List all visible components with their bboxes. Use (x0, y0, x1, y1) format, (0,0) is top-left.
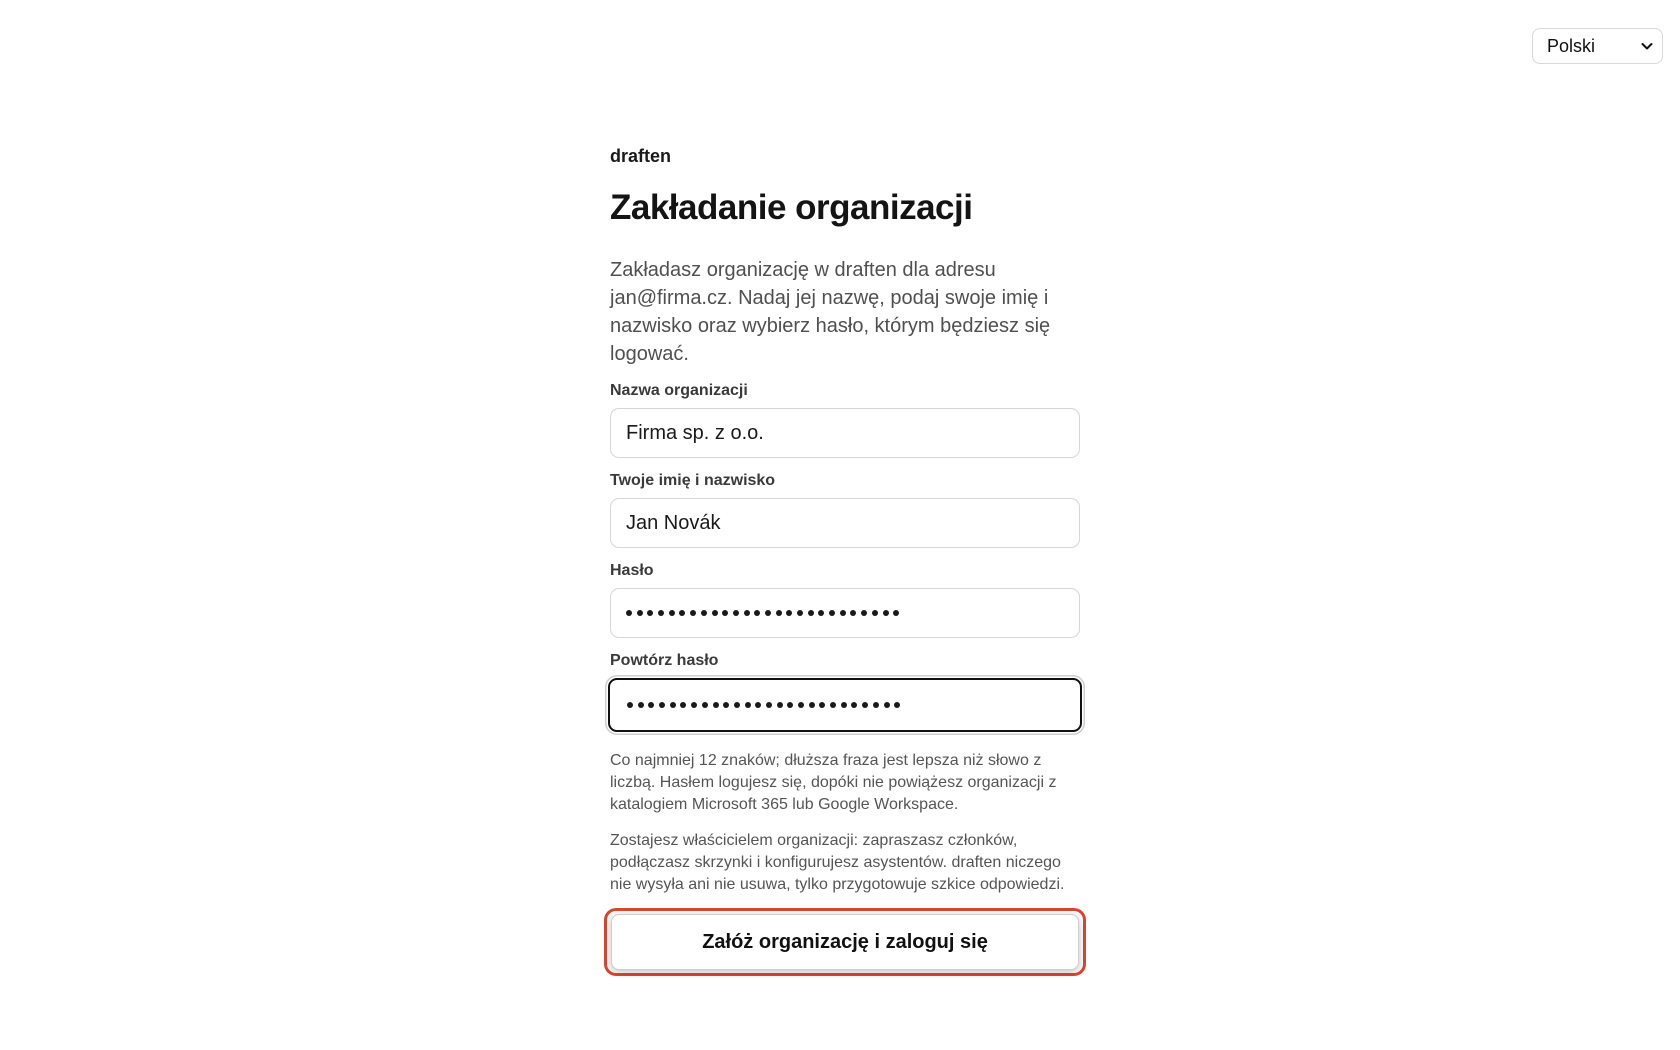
password-dot (851, 702, 857, 708)
password-dot (659, 702, 665, 708)
password-dot (733, 610, 739, 616)
password-dot (894, 702, 900, 708)
org-name-value: Firma sp. z o.o. (626, 421, 764, 444)
chevron-down-icon (1640, 39, 1654, 53)
password-dot (690, 610, 696, 616)
brand-name: draften (610, 146, 672, 166)
password-dot (647, 610, 653, 616)
password-dot (744, 610, 750, 616)
password-dot (777, 702, 783, 708)
owner-note: Zostajesz właścicielem organizacji: zapraszasz członków, podłączasz skrzynki i konfigurujesz asystentów. draften niczego nie wysyła ani nie usuwa, tylko przygotowuje szkice odpowiedzi. (610, 832, 1065, 893)
password-dot (713, 702, 719, 708)
password-dot (755, 702, 761, 708)
password-dot (797, 610, 803, 616)
password-dot (680, 702, 686, 708)
password-dot (712, 610, 718, 616)
password-dot (830, 702, 836, 708)
submit-highlight (604, 908, 1086, 976)
intro-text: Zakładasz organizację w draften dla adresu jan@firma.cz. Nadaj jej nazwę, podaj swoje imię i nazwisko oraz wybierz hasło, którym będziesz się logować. (610, 259, 1051, 365)
password-dot (637, 610, 643, 616)
password-dot (893, 610, 899, 616)
password-repeat-label: Powtórz hasło (610, 652, 719, 669)
password-dot (765, 610, 771, 616)
password-masked-value (626, 610, 899, 616)
password-dot (808, 610, 814, 616)
password-dot (819, 702, 825, 708)
password-dot (787, 702, 793, 708)
password-dot (648, 702, 654, 708)
password-dot (679, 610, 685, 616)
password-dot (691, 702, 697, 708)
password-dot (776, 610, 782, 616)
org-name-label: Nazwa organizacji (610, 382, 748, 399)
password-dot (861, 610, 867, 616)
password-dot (872, 610, 878, 616)
org-name-input[interactable] (610, 408, 1080, 458)
signup-card (610, 144, 1080, 976)
password-dot (766, 702, 772, 708)
password-dot (850, 610, 856, 616)
password-dot (626, 610, 632, 616)
password-dot (873, 702, 879, 708)
password-dot (627, 702, 633, 708)
password-dot (798, 702, 804, 708)
password-dot (745, 702, 751, 708)
password-dot (734, 702, 740, 708)
create-organization-button[interactable]: Załóż organizację i zaloguj się (611, 914, 1079, 970)
password-dot (818, 610, 824, 616)
full-name-label: Twoje imię i nazwisko (610, 472, 776, 489)
password-dot (786, 610, 792, 616)
password-dot (862, 702, 868, 708)
password-dot (884, 702, 890, 708)
password-dot (809, 702, 815, 708)
password-dot (840, 610, 846, 616)
password-dot (702, 702, 708, 708)
password-label: Hasło (610, 562, 654, 579)
password-dot (669, 610, 675, 616)
full-name-input[interactable] (610, 498, 1080, 548)
password-dot (829, 610, 835, 616)
language-select[interactable] (1532, 28, 1663, 64)
password-dot (883, 610, 889, 616)
full-name-value: Jan Novák (626, 511, 721, 534)
password-dot (638, 702, 644, 708)
page-title: Zakładanie organizacji (610, 188, 973, 227)
password-input[interactable] (610, 588, 1080, 638)
password-help-text: Co najmniej 12 znaków; dłuższa fraza jest lepsza niż słowo z liczbą. Hasłem logujesz się, dopóki nie powiążesz organizacji z katalogiem Microsoft 365 lub Google Workspace. (610, 752, 1057, 813)
password-dot (701, 610, 707, 616)
password-dot (670, 702, 676, 708)
password-dot (722, 610, 728, 616)
password-dot (658, 610, 664, 616)
language-select-value: Polski (1547, 35, 1596, 56)
password-dot (841, 702, 847, 708)
password-dot (723, 702, 729, 708)
password-repeat-masked-value (627, 702, 900, 708)
password-dot (754, 610, 760, 616)
password-repeat-input[interactable] (608, 678, 1082, 732)
